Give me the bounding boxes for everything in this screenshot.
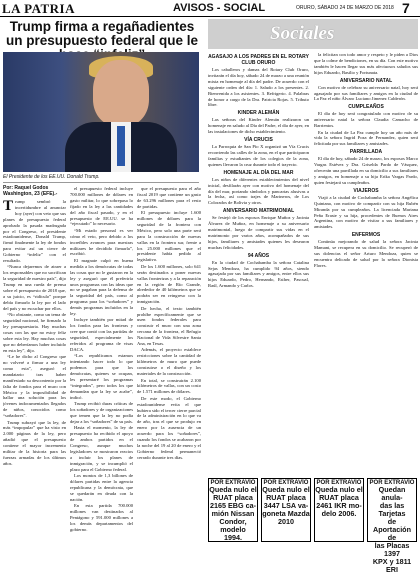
- sociales-heading: AGASAJO A LOS PADRES EN EL ROTARY CLUB ORURO: [208, 54, 309, 66]
- sociales-heading: VIAJEROS: [353, 187, 379, 194]
- article-headline: Trump firma a regañadientes un presupuesto federal que le: [5, 19, 199, 48]
- article-paragraph: De hecho, el texto también prohíbe específicamente que se usen fondos federales para construir el muro con una zona cercana de la frontera, el Refugio Nacional de Vida Silvestre Santa Ana, en Texas.: [137, 305, 201, 347]
- article-photo: [3, 52, 199, 172]
- sociales-heading: ENFERMOS: [351, 232, 381, 239]
- ad-line: 3447 LSA va-: [263, 501, 309, 510]
- ad-line: 1994.: [224, 533, 242, 542]
- article-paragraph: que el presupuesto para el año fiscal 2019 que contiene un gasto de 63.296 millones para el resto de partidas.: [137, 186, 201, 209]
- article-paragraph: “No obstante, como un tema de seguridad nacional, he firmado la ley presupuestaria. Hay muchas cosas con las que no estoy feliz sobre esta ley. Hay muchas cosas que no deberíamos haber incluido en esta ley”, dijo.: [3, 312, 66, 353]
- ad-line: RUAT placa: [213, 493, 253, 502]
- sociales-paragraph: En la ciudad de La Paz cumple hoy un año más de vida la señora Ingrid Poza de Fernandez, quien será felicitada por sus familiares y amistades.: [314, 129, 418, 147]
- ad-line: 2461 IKR mo-: [316, 501, 362, 510]
- ad-line: RUAT placa: [266, 493, 306, 502]
- sociales-heading: PARRILLADA: [349, 149, 383, 156]
- article-paragraph: De los 1.600 millones, solo 641 serán destinados a poner nuevas vallas fronterizas y a la reparación en la región de Río Grande, alrededor de 40 kilómetros que se podrán ser en reingreso con la inmigración.: [137, 263, 201, 305]
- article-paragraph: Los montos de 1,3 billones de dólares partidas entre la agencia republicana y la demócrata, que se quedarán en deuda con la nación.: [70, 473, 133, 502]
- dateline: ORURO, SÁBADO 24 DE MARZO DE 2018: [296, 5, 394, 11]
- section-title: AVISOS - SOCIAL: [173, 2, 266, 14]
- article-paragraph: Trump recibió duras críticas de los soñadores y de organizaciones que temen que la ley no podía dejar a los “soñadores” de su país.: [70, 401, 133, 424]
- article-paragraph: “Mi estado personal es ver cómo el veto, pero debido a los increíbles avances para nuestras militares he decidido firmarla”, escribió.: [70, 227, 133, 257]
- article-paragraph: rump sembró la incertidumbre al anunciar hoy (ayer) con veto que sus planes de presupuesto federal aprobado la pasada madrugada por el Congreso, el presidente estadounidense, Donald Trump, firmó finalmente la ley de fondos para evitar así un cierre de Gobierno “infeliz” con el resultado.: [3, 199, 66, 264]
- article-paragraph: “Nunca dejaremos de atraer a los responsables que no sacrifican la seguridad de nuestro país”, dijo Trump en una rueda de prensa sobre el presupuesto de 2018 que, a su juicio, es “ridículo” porque debía firmarlo la ley por el lado del país y no escuchar por ellos.: [3, 264, 66, 311]
- article-paragraph: el presupuesto federal incluye 700.000 millones de dólares en gasto militar, lo que sobrepasa lo fijado en la ley a las cantidades del año fiscal pasado, y en el presupuesto de EE.UU. se ha “ejecutado” lo necesario.: [70, 186, 133, 227]
- ad-line: RUAT placa: [319, 493, 359, 502]
- sociales-paragraph: la felicitan con todo amor y respeto y le piden a Dios que la colme de bendiciones, en su día. Con este motivo también le hacen llegar sus más afectuosos saludos sus hijos Eduardo, Basilio y Fortunata.: [314, 52, 418, 75]
- ad-line: Queda nulo el: [315, 485, 363, 494]
- classified-ads: [208, 478, 420, 574]
- ad-title: POR EXTRAVÍO: [210, 480, 256, 486]
- newspaper-logo: LA PATRIA: [2, 1, 75, 16]
- ad-line: las Placas 1397: [374, 541, 410, 558]
- article-paragraph: Además, el proyecto establece restricciones sobre la cantidad de kilómetros de muro que puede construirse o el diseño y los materiales de la construcción.: [137, 347, 201, 377]
- ad-line: delo 2006.: [321, 509, 357, 518]
- article-paragraph: En esta partida 700.000 millones van destinados al Pentágono y 591.000 millones a los demás departamentos del gobierno.: [70, 503, 133, 532]
- ad-line: de Aportación de: [373, 517, 411, 542]
- article-column-3: [137, 186, 201, 544]
- ad-line: goneta Mazda: [262, 509, 310, 518]
- ad-line: 2010: [278, 517, 294, 526]
- photo-face-shape: [93, 60, 149, 126]
- byline-author: Por: Raquel Godos: [3, 185, 49, 191]
- sociales-paragraph: Con motivo de celebrar su aniversario natal, hoy será agasajado por sus familiares y amigos en la ciudad de La Paz el niño Álvaro Luciano Jimenez Calderón.: [314, 84, 418, 102]
- page-header: [0, 0, 420, 17]
- sociales-paragraph: El día de hoy será congratulado con motivo de su aniversario natal la señora Claudia Camacho de Barrientos.: [314, 111, 418, 129]
- article-paragraph: En total, se construirán 2.100 kilómetros de vallas, con un costo de 1.571 millones de dólares.: [137, 377, 201, 395]
- sociales-heading: ANIVERSARIO MATRIMONIAL: [222, 208, 295, 215]
- article-column-1: [3, 199, 66, 544]
- article-paragraph: El presupuesto incluye 1.600 millones de dólares para la seguridad de la frontera con México, pero solo una parte será para la construcción de nuevas vallas en la frontera sur, frente a los 25.000 millones que el presidente había pedido al legislativo.: [137, 210, 201, 263]
- article-paragraph: El magnate culpó en buena medida a los demócratas de todas las cosas que no le gustaron en la ley y aseguró que él preferiría unos programas con las ideas que no se pagaban para la defensa de la seguridad del país, como al programa para los “soñadores” y demás programas incluidos en la ley.: [70, 257, 133, 317]
- sociales-heading: CUMPLEAÑOS: [348, 104, 384, 111]
- sociales-heading: KINDER ALEMÁN: [237, 110, 280, 117]
- sociales-paragraph: Viajó a la ciudad de Cochabamba la señora Angélica Quintana, con motivo de compartir con su hija Rubén Miranda por su cumpleaños. La licenciada Mariana Peña Eraste y su hija, procedentes de Buenos Aires Argentina, con motivo de visitar a sus familiares y amistades.: [314, 194, 418, 230]
- article-column-2: [70, 186, 133, 544]
- ad-title: POR EXTRAVÍO: [316, 480, 362, 486]
- sociales-paragraph: Las señoras del Kinder Alemán realizaron un homenaje en saludo al Día del Padre, el día de ayer, en las instalaciones de dicho establecimiento.: [208, 117, 309, 135]
- ad-line: das las Tarjetas: [378, 501, 406, 518]
- ad-line: Queda nulo el: [209, 485, 257, 494]
- classified-ad: [208, 478, 258, 542]
- ad-line: KPX y 1811 ERI: [372, 557, 412, 574]
- byline-place: Washington, 23 (EFE).-: [3, 191, 58, 197]
- photo-tie-shape: [117, 126, 125, 166]
- article-byline: [3, 185, 63, 197]
- ad-line: Condor, modelo: [219, 517, 247, 534]
- sociales-column-1: [208, 52, 309, 476]
- sociales-paragraph: Los niños de diferentes establecimientos del nivel inicial, desfilarán ayer con motivo del homenaje del día del mar, portando símbolos y pancartas alusivas a la fecha, así como trajes de Marineros, de Los Colorados de Bolivia y otros.: [208, 176, 309, 206]
- ad-line: mión Nissan: [211, 509, 255, 518]
- sociales-column-2: [314, 52, 418, 476]
- ad-line: 2165 EBG ca-: [210, 501, 256, 510]
- sociales-paragraph: Se festejó de los esposos Enrique Muñoz y Jacinta Álvarez de Muñoz, en homenaje a su aniversario matrimonial, luego de compartir sus vidas en el matrimonio por varios años, acompañados de sus hijos, familiares y amistades quienes les desearon muchas felicidades.: [208, 215, 309, 250]
- sociales-paragraph: Los caballeros y damas del Rotary Club Oruro, invitarán el día hoy, sábado 24 de marzo a una reunión mixta en homenaje al día del padre. De acuerdo con el siguiente orden del día: 1. Saludo a los presentes. 2. Bienvenida a los asistentes. 3. Refrigerio. 4. Palabras de honor a cargo de la Dra. Patricia Rojas. 5. Tributo libre.: [208, 67, 309, 108]
- article-paragraph: “Los republicanos estamos intentando hacer todo lo que podemos para que los demócratas, quienes se ocupan, les presentaré los programas “integrados”, pero todos los que demandan que la ley se acabe”, indicó.: [70, 353, 133, 400]
- classified-ad: [314, 478, 364, 542]
- sociales-heading: ANIVERSARIO NATAL: [339, 77, 393, 84]
- page-number: 7: [402, 0, 410, 16]
- sociales-heading: HOMENAJE AL DÍA DEL MAR: [223, 169, 294, 176]
- article-paragraph: Hasta el momento, la ley de presupuesto ha recibido el apoyo de ambos partidos en el Congreso, aunque muchos legisladores se mostraron reacios a incluir los planes de inmigración, y se incumplió el plazo para el Gobierno federal.: [70, 425, 133, 472]
- sociales-paragraph: Continúa mejorando de salud la señora Jacinta Mamani, se recupera en su domicilio. Se recuperó de sus dolencias el señor Arturo Mendoza, quien se encuentra delicado de salud por la señora Dionisia Flores.: [314, 239, 418, 268]
- drop-cap: T: [3, 199, 14, 214]
- sociales-heading: 94 AÑOS: [247, 252, 270, 259]
- article-paragraph: “Le he dicho al Congreso que no volveré a firmar a una ley como esta”, aseguró el mandatario tras haber manifestado su descontento por la falta de fondos para el muro con México y la imposibilidad de hallar una solución para los jóvenes indocumentados llegados de niños, conocidos como “soñadores”.: [3, 354, 66, 419]
- ad-title: POR EXTRAVÍO: [369, 480, 415, 486]
- sociales-paragraph: En la ciudad de Cochabamba la señora Catalina Sejas Mendoza, ha cumplido 94 años, siendo agasajada por sus familiares y amigos, entre ellos sus hijos Eduardo, Pedro, Hernando, Esther, Pascual, Raúl, Armando y Carlos.: [208, 259, 309, 289]
- sociales-paragraph: El día de hoy, sábado 24 de marzo, los esposos Marco Vargas Estévez y Dra. Griselda Pardo de Vásquez, ofrecerán una parrillada en su domicilio a sus familiares y amigos, en homenaje a su hija Erika Vargas Pardo, quien festejará su cumpleaños.: [314, 156, 418, 185]
- classified-ad: [367, 478, 417, 574]
- classified-ad: [261, 478, 311, 542]
- sociales-title: Sociales: [270, 23, 335, 44]
- ad-title: POR EXTRAVÍO: [263, 480, 309, 486]
- ad-line: Quedan anula-: [378, 485, 406, 502]
- article-paragraph: Incluye también por mitad de los fondos para las fronteras y cree que contó con las partidas de seguridad, especialmente los referidos al programa de visas DACA.: [70, 317, 133, 352]
- sociales-heading: VÍA CRUCIS: [244, 137, 273, 144]
- article-paragraph: Trump subrayó que la ley, de más “impopular” que ha visto en 2.000 páginas de la ley, pero añadió que el presupuesto contiene el mayor incremento militar de la historia para las fuerzas armadas de los últimos años.: [3, 419, 66, 466]
- sociales-paragraph: La Parroquia de San Pío X organizó un Vía Crucis recorriendo las calles de la zona, en el que participaron familias y estudiantes de los colegios de la zona, quienes llevaron la cruz durante todo el trayecto.: [208, 144, 309, 167]
- photo-caption: El Presidente de los EE.UU. Donald Trump.: [3, 174, 199, 183]
- ad-line: Queda nulo el: [262, 485, 310, 494]
- article-paragraph: De este modo, el Gobierno estadounidense evita el que hubiera sido el tercer cierre parcial de la administración en lo que va de año, tras el que se produjo en enero por la ausencia de un acuerdo para los “soñadores”, cuando los fondos se acabaron por la noche del 19 al 20 de enero y el Gobierno federal permaneció cerrado durante tres días.: [137, 395, 201, 460]
